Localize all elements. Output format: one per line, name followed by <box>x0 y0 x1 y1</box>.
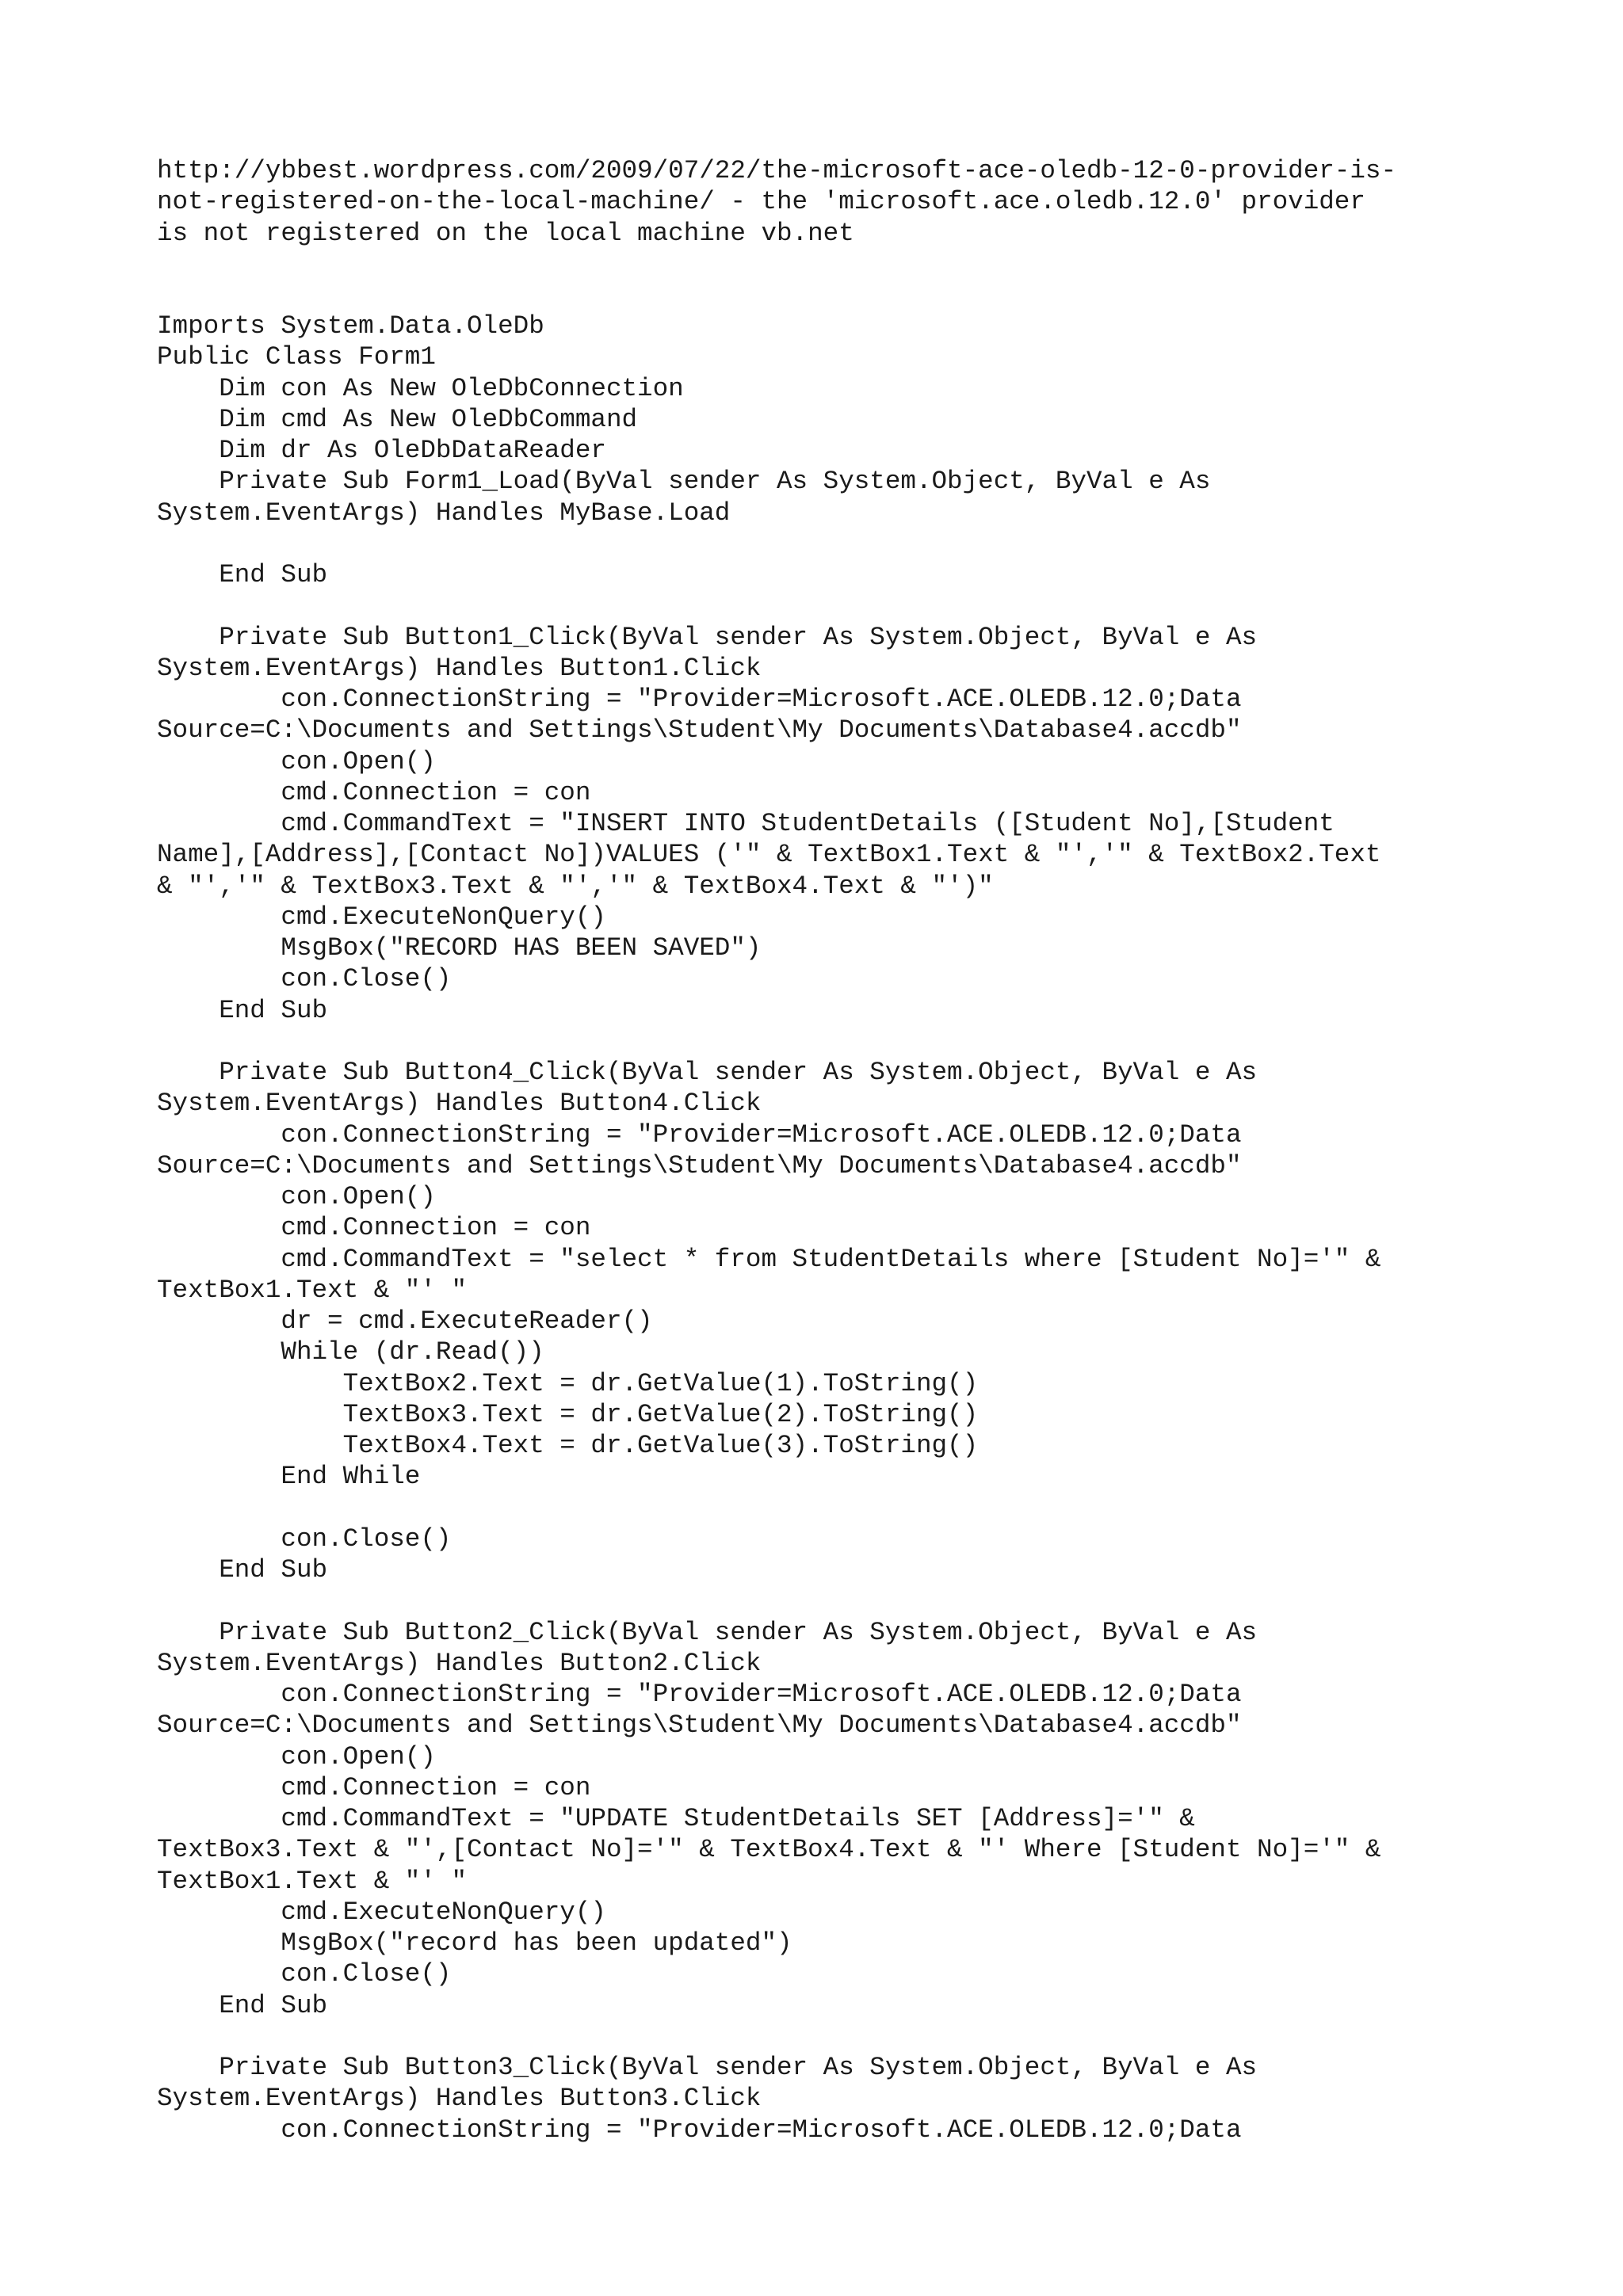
code-line: & "','" & TextBox3.Text & "','" & TextBox4.Text & "')" <box>157 871 994 901</box>
code-line: cmd.CommandText = "UPDATE StudentDetails SET [Address]='" & <box>157 1804 1195 1833</box>
reference-line: is not registered on the local machine vb.net <box>157 218 854 248</box>
code-line: Public Class Form1 <box>157 342 436 372</box>
code-line: con.Open() <box>157 1741 436 1772</box>
code-line: TextBox2.Text = dr.GetValue(1).ToString() <box>157 1368 979 1398</box>
code-line: con.Close() <box>157 1959 452 1989</box>
code-line: con.Open() <box>157 746 436 776</box>
code-line <box>157 528 1504 559</box>
code-line: cmd.CommandText = "INSERT INTO StudentDetails ([Student No],[Student <box>157 809 1335 838</box>
code-line: con.ConnectionString = "Provider=Microsoft.ACE.OLEDB.12.0;Data <box>157 685 1242 714</box>
code-line: End Sub <box>157 1555 328 1585</box>
code-line: cmd.ExecuteNonQuery() <box>157 1897 606 1927</box>
code-line: Source=C:\Documents and Settings\Student\My Documents\Database4.accdb" <box>157 715 1242 746</box>
code-line: Private Sub Button2_Click(ByVal sender As System.Object, ByVal e As <box>157 1617 1258 1647</box>
code-line: End Sub <box>157 1990 328 2020</box>
code-line <box>157 2021 1504 2052</box>
code-line: cmd.Connection = con <box>157 1772 591 1802</box>
code-line: System.EventArgs) Handles Button4.Click <box>157 1089 762 1119</box>
code-line: MsgBox("RECORD HAS BEEN SAVED") <box>157 933 762 963</box>
reference-line: http://ybbest.wordpress.com/2009/07/22/the-microsoft-ace-oledb-12-0-provider-is- <box>157 156 1397 185</box>
code-line: dr = cmd.ExecuteReader() <box>157 1306 653 1336</box>
code-line: System.EventArgs) Handles MyBase.Load <box>157 498 731 528</box>
code-line: Dim dr As OleDbDataReader <box>157 436 606 465</box>
code-line: con.ConnectionString = "Provider=Microsoft.ACE.OLEDB.12.0;Data <box>157 1119 1242 1150</box>
code-line: End Sub <box>157 560 328 589</box>
code-listing <box>157 311 1504 2145</box>
code-line: TextBox3.Text = dr.GetValue(2).ToString() <box>157 1399 979 1429</box>
code-line: Private Sub Button1_Click(ByVal sender As System.Object, ByVal e As <box>157 622 1258 652</box>
code-line: con.ConnectionString = "Provider=Microsoft.ACE.OLEDB.12.0;Data <box>157 1680 1242 1709</box>
code-line: System.EventArgs) Handles Button3.Click <box>157 2084 762 2114</box>
code-line <box>157 1585 1504 1616</box>
code-line: End Sub <box>157 995 328 1025</box>
code-line: Private Sub Button4_Click(ByVal sender As System.Object, ByVal e As <box>157 1058 1258 1087</box>
code-line: MsgBox("record has been updated") <box>157 1928 792 1958</box>
code-line: System.EventArgs) Handles Button2.Click <box>157 1648 762 1678</box>
code-line: cmd.Connection = con <box>157 1213 591 1243</box>
code-line: End While <box>157 1462 421 1492</box>
reference-text <box>157 155 1504 249</box>
code-line: con.Open() <box>157 1182 436 1211</box>
code-line: Dim con As New OleDbConnection <box>157 373 684 403</box>
code-line: con.ConnectionString = "Provider=Microsoft.ACE.OLEDB.12.0;Data <box>157 2115 1242 2145</box>
code-line <box>157 1493 1504 1524</box>
code-line: cmd.ExecuteNonQuery() <box>157 902 606 932</box>
code-line: Imports System.Data.OleDb <box>157 311 544 341</box>
code-line: Source=C:\Documents and Settings\Student\My Documents\Database4.accdb" <box>157 1711 1242 1741</box>
code-line: Private Sub Button3_Click(ByVal sender As System.Object, ByVal e As <box>157 2053 1258 2082</box>
code-line: Source=C:\Documents and Settings\Student\My Documents\Database4.accdb" <box>157 1150 1242 1180</box>
code-line: While (dr.Read()) <box>157 1337 544 1367</box>
code-line: TextBox1.Text & "' " <box>157 1866 468 1896</box>
code-line <box>157 1026 1504 1057</box>
reference-line: not-registered-on-the-local-machine/ - the 'microsoft.ace.oledb.12.0' provider <box>157 187 1365 217</box>
code-line: cmd.Connection = con <box>157 777 591 807</box>
code-line: cmd.CommandText = "select * from StudentDetails where [Student No]='" & <box>157 1244 1381 1274</box>
code-line: con.Close() <box>157 1524 452 1554</box>
code-line: System.EventArgs) Handles Button1.Click <box>157 653 762 683</box>
code-line: con.Close() <box>157 964 452 994</box>
code-line <box>157 590 1504 621</box>
code-line: TextBox3.Text & "',[Contact No]='" & TextBox4.Text & "' Where [Student No]='" & <box>157 1835 1381 1865</box>
code-line: Dim cmd As New OleDbCommand <box>157 404 638 434</box>
code-line: TextBox1.Text & "' " <box>157 1275 468 1305</box>
code-line: TextBox4.Text = dr.GetValue(3).ToString() <box>157 1431 979 1460</box>
code-line: Private Sub Form1_Load(ByVal sender As System.Object, ByVal e As <box>157 467 1211 497</box>
code-line: Name],[Address],[Contact No])VALUES ('" & TextBox1.Text & "','" & TextBox2.Text <box>157 840 1381 870</box>
